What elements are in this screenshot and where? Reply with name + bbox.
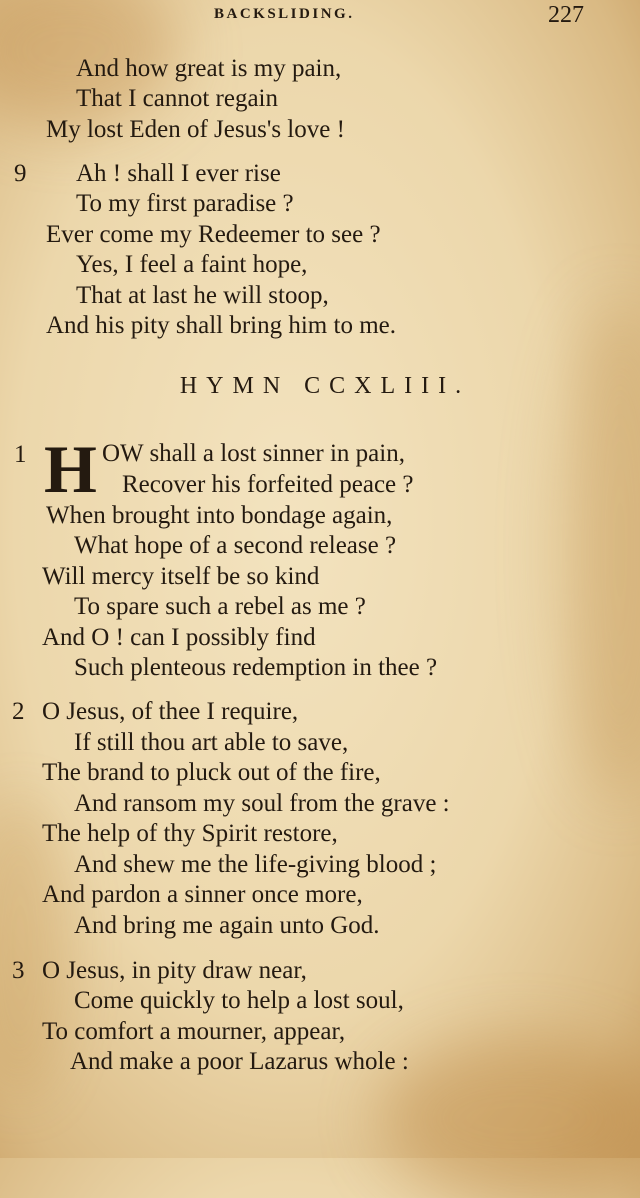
poem-line: That at last he will stoop, — [76, 282, 329, 309]
poem-line: And shew me the life-giving blood ; — [74, 851, 437, 878]
verse-number: 1 — [14, 441, 27, 468]
verse-number: 2 — [12, 698, 25, 725]
poem-line: To comfort a mourner, appear, — [42, 1018, 346, 1045]
running-title: BACKSLIDING. — [214, 6, 355, 22]
poem-line: To spare such a rebel as me ? — [74, 593, 366, 620]
poem-line: If still thou art able to save, — [74, 729, 349, 756]
hymn-title: HYMN CCXLIII. — [179, 373, 471, 399]
poem-line: The help of thy Spirit restore, — [42, 820, 338, 847]
poem-line: My lost Eden of Jesus's love ! — [46, 116, 345, 143]
poem-line: What hope of a second release ? — [74, 532, 397, 559]
poem-line: Ah ! shall I ever rise — [76, 160, 281, 187]
poem-line: And make a poor Lazarus whole : — [70, 1048, 409, 1075]
poem-line: The brand to pluck out of the fire, — [42, 759, 381, 786]
verse-number: 9 — [14, 160, 27, 187]
poem-line: And his pity shall bring him to me. — [46, 312, 396, 339]
drop-cap: H — [44, 431, 96, 507]
poem-line: Such plenteous redemption in thee ? — [74, 654, 438, 681]
poem-line: Ever come my Redeemer to see ? — [46, 221, 381, 248]
poem-line: To my first paradise ? — [76, 190, 294, 217]
poem-line: And bring me again unto God. — [74, 912, 380, 939]
poem-line: OW shall a lost sinner in pain, — [102, 440, 405, 467]
poem-line: Recover his forfeited peace ? — [122, 471, 414, 498]
poem-line: And pardon a sinner once more, — [42, 881, 363, 908]
poem-line: Come quickly to help a lost soul, — [74, 987, 404, 1014]
poem-line: Will mercy itself be so kind — [42, 563, 320, 590]
page-number: 227 — [548, 2, 584, 28]
poem-line: O Jesus, of thee I require, — [42, 698, 299, 725]
poem-line: And O ! can I possibly find — [42, 624, 316, 651]
poem-line: That I cannot regain — [76, 85, 278, 112]
poem-line: O Jesus, in pity draw near, — [42, 957, 307, 984]
poem-line: And how great is my pain, — [76, 55, 342, 82]
poem-line: Yes, I feel a faint hope, — [76, 251, 308, 278]
poem-line: And ransom my soul from the grave : — [74, 790, 450, 817]
verse-number: 3 — [12, 957, 25, 984]
poem-line: When brought into bondage again, — [46, 502, 393, 529]
